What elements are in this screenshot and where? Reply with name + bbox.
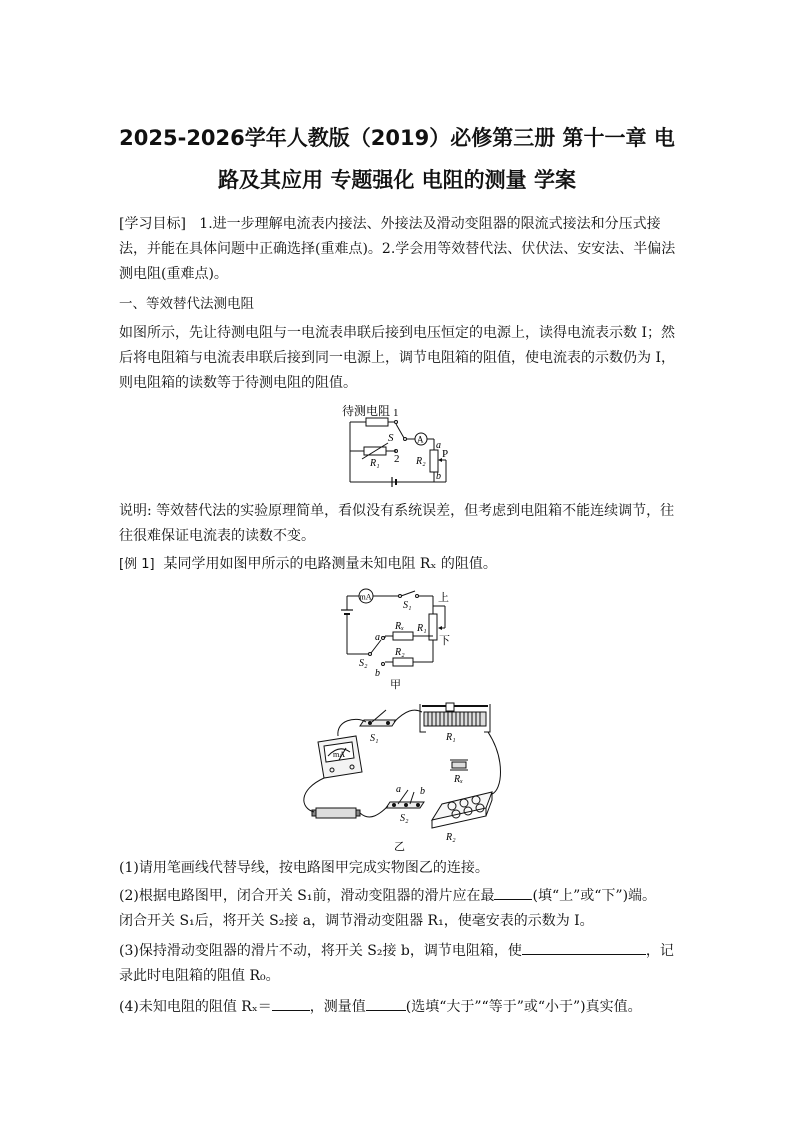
figure3-s1: S₁ — [370, 733, 379, 744]
question-4-part-a: (4)未知电阻的阻值 Rₓ＝ — [119, 999, 272, 1015]
example-label: [例 1] — [119, 557, 155, 572]
figure1-label-2: 2 — [394, 453, 400, 465]
question-4 — [119, 995, 679, 1020]
section-paragraph: 如图所示，先让待测电阻与一电流表串联后接到电压恒定的电源上，读得电流表示数 I；然后将电阻箱与电流表串联后接到同一电源上，调节电阻箱的阻值，使电流表的示数仍为 I，则电阻箱的读数等于待测电阻的阻值。 — [119, 325, 675, 391]
answer-blank-4a — [272, 995, 310, 1011]
figure2-ma: mA — [359, 592, 372, 602]
question-2-part-c: 闭合开关 S₁后，将开关 S₂接 a，调节滑动变阻器 R₁，使毫安表的示数为 I。 — [119, 913, 594, 929]
figure2-s2: S₂ — [359, 658, 368, 669]
method-note: 说明: 等效替代法的实验原理简单，看似没有系统误差，但考虑到电阻箱不能连续调节，往往很难保证电流表的读数不变。 — [119, 503, 675, 544]
apparatus-figure-yi — [296, 700, 508, 852]
substitution-circuit-diagram — [338, 404, 464, 492]
figure1-label-p: P — [442, 448, 449, 460]
figure1-label-r2: R₂ — [416, 456, 426, 467]
figure1-label-a: A — [417, 434, 424, 445]
learning-objectives — [119, 212, 679, 287]
question-4-part-b: ，测量值 — [309, 999, 366, 1015]
answer-blank-2 — [494, 884, 532, 900]
figure1-label-b-end: b — [436, 471, 441, 482]
figure2-r2: R₂ — [395, 647, 405, 658]
figure3-a: a — [396, 784, 401, 795]
question-2 — [119, 884, 679, 934]
question-2-part-a: (2)根据电路图甲，闭合开关 S₁前，滑动变阻器的滑片应在最 — [119, 888, 495, 904]
question-4-part-c: (选填“大于”“等于”或“小于”)真实值。 — [405, 999, 642, 1015]
answer-blank-3 — [522, 939, 646, 955]
figure2-down: 下 — [439, 635, 450, 647]
figure3-b: b — [420, 786, 425, 797]
question-2-part-b: (填“上”或“下”)端。 — [532, 888, 657, 904]
example-1 — [119, 552, 679, 577]
title-line-2: 路及其应用 专题强化 电阻的测量 学案 — [218, 168, 576, 192]
figure3-s2: S₂ — [400, 813, 409, 824]
answer-blank-4b — [366, 995, 406, 1011]
section-heading: 一、等效替代法测电阻 — [119, 296, 254, 312]
figure2-a: a — [375, 632, 380, 643]
figure3-r2: R₂ — [446, 832, 456, 843]
circuit-diagram-jia — [335, 584, 457, 690]
figure2-rx: Rₓ — [395, 621, 404, 632]
figure2-b: b — [375, 668, 380, 679]
question-1: (1)请用笔画线代替导线，按电路图甲完成实物图乙的连接。 — [119, 860, 489, 876]
title-line-1: 2025-2026学年人教版（2019）必修第三册 第十一章 电 — [119, 126, 675, 150]
figure1-label-1: 1 — [393, 407, 399, 419]
figure3-r1: R₁ — [446, 732, 456, 743]
figure1-label-s: S — [388, 432, 394, 444]
objectives-text: 1.进一步理解电流表内接法、外接法及滑动变阻器的限流式接法和分压式接法，并能在具体问题中正确选择(重难点)。2.学会用等效替代法、伏伏法、安安法、半偏法测电阻(重难点)。 — [119, 216, 676, 282]
figure3-rx: Rₓ — [454, 774, 463, 785]
figure1-label-a-end: a — [436, 440, 441, 451]
figure3-ma: mA — [333, 750, 345, 759]
example-text: 某同学用如图甲所示的电路测量未知电阻 Rₓ 的阻值。 — [163, 556, 497, 572]
question-3 — [119, 939, 679, 989]
objectives-label: [学习目标] — [119, 216, 186, 232]
figure1-label-resistor: 待测电阻 — [342, 404, 391, 418]
figure1-label-r1: R₁ — [370, 458, 380, 469]
question-3-part-b: ，记 — [645, 943, 674, 959]
question-3-part-a: (3)保持滑动变阻器的滑片不动，将开关 S₂接 b，调节电阻箱，使 — [119, 943, 522, 959]
question-3-part-c: 录此时电阻箱的阻值 R₀。 — [119, 968, 280, 984]
figure2-caption: 甲 — [390, 679, 401, 690]
document-title — [100, 117, 694, 201]
figure2-s1: S₁ — [403, 600, 412, 611]
figure2-r1: R₁ — [417, 623, 427, 634]
figure2-up: 上 — [438, 592, 449, 604]
figure3-caption: 乙 — [394, 841, 405, 852]
